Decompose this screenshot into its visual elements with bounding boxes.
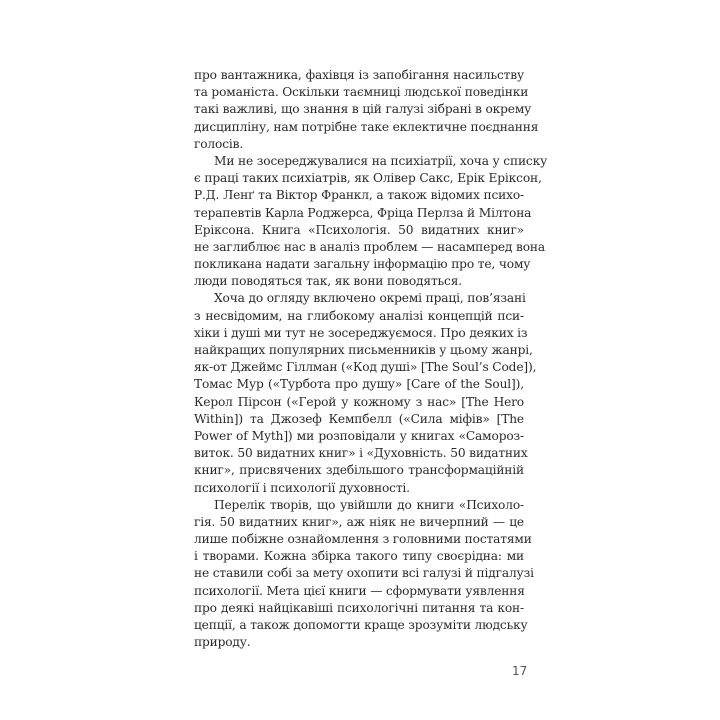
- text-line: є праці таких психіатрів, як Олівер Сакс, Ерік Еріксон,: [194, 171, 542, 186]
- text-line: психології і психології духовності.: [194, 480, 410, 495]
- text-line: Томас Мур («Турбота про душу» [Care of the Soul]),: [194, 377, 524, 392]
- text-line: дисципліну, нам потрібне таке еклектичне поєднання: [194, 119, 539, 134]
- paragraph-2: [194, 153, 548, 291]
- text-line: з несвідомим, на глибокому аналізі концепцій пси-: [194, 308, 524, 323]
- text-line: лише побіжне ознайомлення з головними постатями: [194, 532, 532, 547]
- paragraph-1: [194, 67, 539, 153]
- text-line: виток. 50 видатних книг» і «Духовність. 50 видатних: [194, 446, 528, 461]
- text-line: цепції, а також допомогти краще зрозуміти людську: [194, 618, 528, 632]
- text-line: Перелік творів, що увійшли до книги «Психоло-: [214, 497, 524, 512]
- text-line: гія. 50 видатних книг», аж ніяк не вичерпний — це: [194, 514, 524, 529]
- text-line: Р.Д. Ленґ та Віктор Франкл, а також відомих психо-: [194, 188, 524, 203]
- text-line: не заглиблює нас в аналіз проблем — насамперед вона: [194, 239, 546, 254]
- book-page-text: [194, 67, 548, 651]
- text-line: найкращих популярних письменників у цьому жанрі,: [194, 343, 533, 357]
- paragraph-4: [194, 497, 534, 652]
- text-line: природу.: [194, 635, 251, 650]
- text-line: та романіста. Оскільки таємниці людської поведінки: [194, 85, 529, 100]
- text-line: і творами. Кожна збірка такого типу своєрідна: ми: [194, 549, 524, 564]
- text-line: Еріксона. Книга «Психологія. 50 видатних книг»: [194, 222, 524, 237]
- text-line: покликана надати загальну інформацію про те, чому: [194, 257, 531, 272]
- text-line: як-от Джеймс Гіллман («Код душі» [The Soul’s Code]),: [194, 360, 537, 375]
- text-line: Within]) та Джозеф Кемпбелл («Сила міфів» [The: [194, 411, 524, 426]
- text-line: Хоча до огляду включено окремі праці, пов’язані: [214, 291, 526, 306]
- text-line: люди поводяться так, як вони поводяться.: [194, 274, 462, 289]
- text-line: не ставили собі за мету охопити всі галузі й підгалузі: [194, 566, 534, 581]
- text-line: про вантажника, фахівця із запобігання насильству: [194, 68, 524, 82]
- text-line: про деякі найцікавіші психологічні питання та кон-: [194, 600, 524, 615]
- text-line: Керол Пірсон («Герой у кожному з нас» [The Hero: [194, 394, 524, 409]
- text-line: такі важливі, що знання в цій галузі зібрані в окрему: [194, 102, 532, 117]
- text-line: психології. Мета цієї книги — сформувати уявлення: [194, 583, 525, 598]
- text-line: терапевтів Карла Роджерса, Фріца Перлза й Мілтона: [194, 205, 532, 220]
- paragraph-3: [194, 290, 537, 496]
- text-line: книг», присвячених здебільшого трансформаційній: [194, 463, 524, 478]
- text-line: Power of Myth]) ми розповідали у книгах «Самороз-: [194, 428, 524, 443]
- text-line: хіки і душі ми тут не зосереджуємося. Про деяких із: [194, 325, 528, 340]
- text-line: голосів.: [194, 136, 244, 151]
- page-number: 17: [512, 664, 528, 678]
- text-line: Ми не зосереджувалися на психіатрії, хоча у списку: [214, 153, 548, 168]
